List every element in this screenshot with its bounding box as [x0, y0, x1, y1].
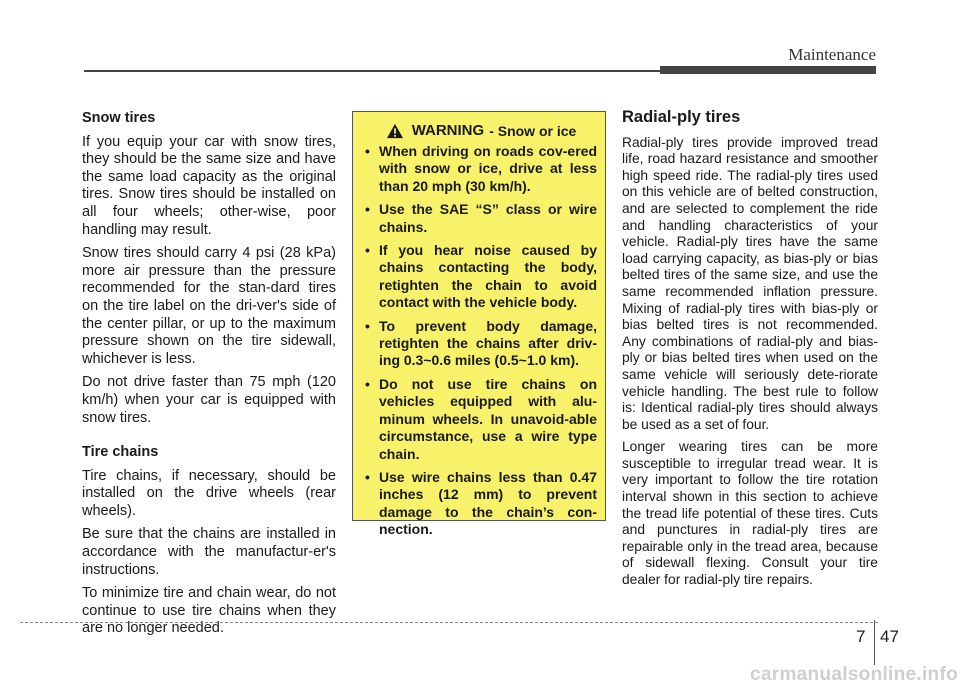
warning-item: • If you hear noise caused by chains contacting the body, retighten the chain to avoid contact with the vehicle body.: [365, 242, 597, 312]
warning-triangle-icon: [386, 123, 404, 139]
warning-list: [365, 143, 597, 539]
snow-tires-heading: Snow tires: [82, 110, 156, 126]
warning-box: [352, 111, 606, 538]
warning-item: • Do not use tire chains on vehicles equipped with alu-minum wheels. In unavoid-able circumstance, use a wire type chain.: [365, 376, 597, 463]
right-column: [622, 109, 878, 595]
footer-rule: [20, 622, 878, 623]
header-rule-accent: [660, 66, 876, 74]
tire-chains-paragraph: To minimize tire and chain wear, do not continue to use tire chains when they are no longer needed.: [82, 585, 336, 637]
left-column: [82, 110, 336, 644]
page-section-title: Maintenance: [788, 45, 876, 64]
page-number-divider: [874, 620, 875, 665]
snow-tires-paragraph: Snow tires should carry 4 psi (28 kPa) more air pressure than the pressure recommended for the stan-dard tires on the tire label on the dri-ver's side of the center pillar, or up to the maximum pressure shown on the tire sidewall, whichever is less.: [82, 245, 336, 367]
page-number: 47: [880, 627, 899, 646]
radial-ply-paragraph: Radial-ply tires provide improved tread life, road hazard resistance and smoother high speed ride. The radial-ply tires used on this vehicle are of belted construction, and are selected to complement the ride and handling characteristics of your vehicle. Radial-ply tires have the same load carrying capacity, as bias-ply or bias belted tires of the same size, and use the same recommended inflation pressure. Mixing of radial-ply tires with bias-ply or bias belted tires is not recommended. Any combinations of radial-ply and bias-ply or bias belted tires when used on the same vehicle will seriously dete-riorate vehicle handling. The best rule to follow is: Identical radial-ply tires should always be used as a set of four.: [622, 134, 878, 432]
tire-chains-heading: Tire chains: [82, 444, 159, 461]
snow-tires-paragraph: Do not drive faster than 75 mph (120 km/h) when your car is equipped with snow tires.: [82, 374, 336, 426]
header-rule: [84, 70, 660, 72]
warning-label: WARNING: [411, 122, 485, 139]
warning-subtitle: - Snow or ice: [489, 122, 577, 139]
warning-item: • Use the SAE “S” class or wire chains.: [365, 201, 597, 236]
radial-ply-heading: Radial-ply tires: [622, 108, 741, 126]
radial-ply-paragraph: Longer wearing tires can be more susceptible to irregular tread wear. It is very important to follow the tire rotation interval shown in this section to achieve the tread life potential of these tires. Cuts and punctures in radial-ply tires are repairable only in the tread area, because of sidewall flexing. Consult your tire dealer for radial-ply tire repairs.: [622, 439, 878, 588]
warning-item: • To prevent body damage, retighten the chains after driv-ing 0.3~0.6 miles (0.5~1.0 km).: [365, 318, 597, 370]
watermark: carmanualsonline.info: [750, 664, 958, 685]
warning-item: • Use wire chains less than 0.47 inches (12 mm) to prevent damage to the chain’s con-nection.: [365, 469, 597, 539]
chapter-number: 7: [856, 627, 866, 646]
tire-chains-paragraph: Be sure that the chains are installed in accordance with the manufactur-er's instructions.: [82, 526, 336, 578]
snow-tires-paragraph: If you equip your car with snow tires, they should be the same size and have the same load capacity as the original tires. Snow tires should be installed on all four wheels; other-wise, poor handling may result.: [82, 133, 336, 238]
warning-header: [365, 122, 597, 139]
warning-item: • When driving on roads cov-ered with snow or ice, drive at less than 20 mph (30 km/h).: [365, 143, 597, 195]
tire-chains-paragraph: Tire chains, if necessary, should be installed on the drive wheels (rear wheels).: [82, 467, 336, 519]
